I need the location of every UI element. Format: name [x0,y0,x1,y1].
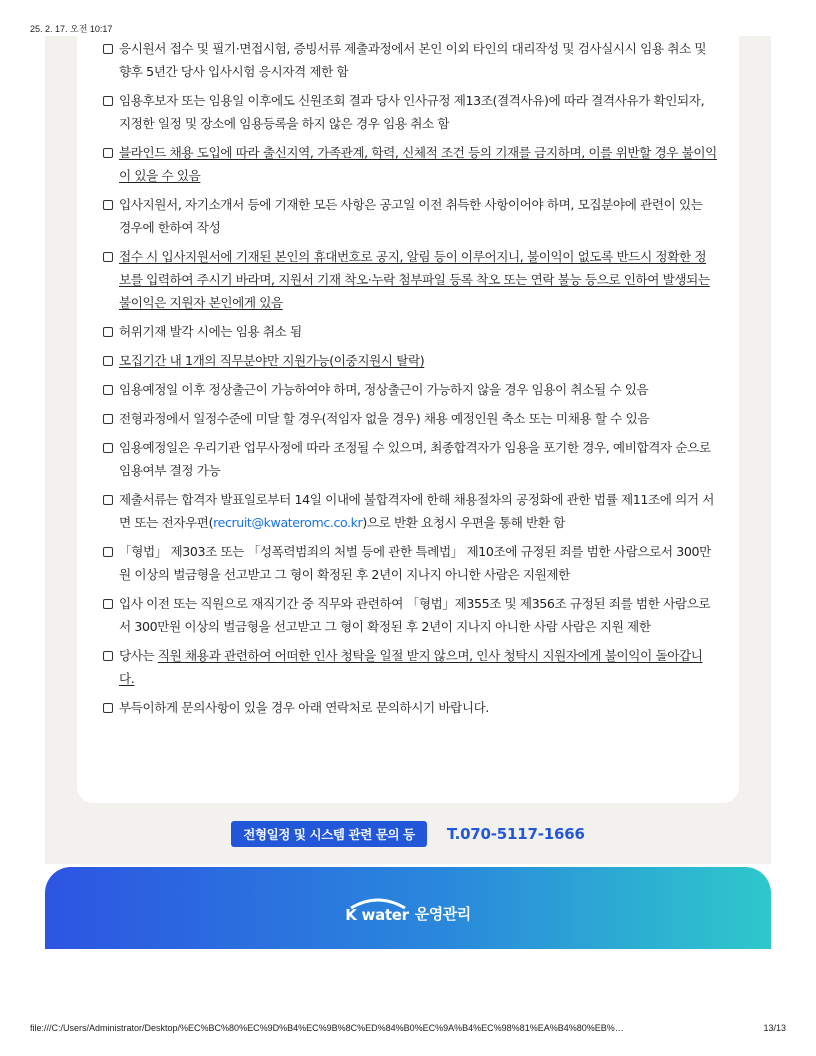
notice-item [103,90,717,136]
print-footer [30,1023,786,1033]
footer-banner [45,867,771,949]
checkbox-square-icon [103,356,113,366]
notice-text: 임용후보자 또는 임용일 이후에도 신원조회 결과 당사 인사규정 제13조(결격사유)에 따라 결격사유가 확인되자, 지정한 일정 및 장소에 임용등록을 하지 않은 경우 임용 취소 함 [119,92,705,131]
notice-item [103,350,717,373]
checkbox-square-icon [103,252,113,262]
notice-item [103,142,717,188]
notice-text: 응시원서 접수 및 필기·면접시험, 증빙서류 제출과정에서 본인 이외 타인의 대리작성 및 검사실시시 임용 취소 및 향후 5년간 당사 입사시험 응시자격 제한 함 [119,41,707,79]
notice-item [103,697,717,720]
checkbox-square-icon [103,385,113,395]
contact-label: 전형일정 및 시스템 관련 문의 등 [231,821,427,847]
checkbox-square-icon [103,148,113,158]
notice-text: 직원 채용과 관련하여 어떠한 인사 청탁을 일절 받지 않으며, 인사 청탁시 지원자에게 불이익이 돌아갑니다. [119,648,703,687]
checkbox-square-icon [103,44,113,54]
email-link[interactable]: recruit@kwateromc.co.kr [213,515,363,531]
notice-text: 임용예정일은 우리기관 업무사정에 따라 조정될 수 있으며, 최종합격자가 임용을 포기한 경우, 예비합격자 순으로 임용여부 결정 가능 [119,440,711,479]
logo-mark [345,906,408,924]
notice-list [103,38,717,720]
checkbox-square-icon [103,96,113,106]
checkbox-square-icon [103,599,113,609]
checkbox-square-icon [103,327,113,337]
notice-text: 임용예정일 이후 정상출근이 가능하여야 하며, 정상출근이 가능하지 않을 경우 임용이 취소될 수 있음 [119,382,649,398]
logo-mark-text: K water [345,905,409,924]
notice-text: 접수 시 입사지원서에 기재된 본인의 휴대번호로 공지, 알림 등이 이루어지니, 불이익이 없도록 반드시 정확한 정보를 입력하여 주시기 바라며, 지원서 기재 착오·누락 첨부파일 등록 착오 또는 연락 불능 등으로 인하여 발생되는 불이익은 지원자 본인에게 있음 [119,248,710,310]
print-footer-page: 13/13 [763,1023,786,1033]
logo-arc-icon [349,896,407,910]
notice-item [103,321,717,344]
notice-text-prefix: 당사는 [119,648,158,664]
notice-text: 전형과정에서 일정수준에 미달 할 경우(적임자 없을 경우) 채용 예정인원 축소 또는 미채용 할 수 있음 [119,411,650,427]
checkbox-square-icon [103,703,113,713]
notice-item [103,593,717,639]
checkbox-square-icon [103,414,113,424]
notice-text: 입사지원서, 자기소개서 등에 기재한 모든 사항은 공고일 이전 취득한 사항이어야 하며, 모집분야에 관련이 있는 경우에 한하여 작성 [119,196,703,235]
notice-card [77,36,739,803]
notice-item [103,379,717,402]
print-footer-url: file:///C:/Users/Administrator/Desktop/%EC%BC%80%EC%9D%B4%EC%9B%8C%ED%84%B0%EC%9A%B4%EC%98%81%EA%B4%80%EB%… [30,1023,624,1033]
notice-item [103,194,717,240]
notice-item [103,437,717,483]
checkbox-square-icon [103,200,113,210]
notice-text: 허위기재 발각 시에는 임용 취소 됨 [119,323,302,339]
notice-text-suffix: )으로 반환 요청시 우편을 통해 반환 함 [362,515,565,531]
kwater-logo [345,903,470,924]
notice-text: 제출서류는 합격자 발표일로부터 14일 이내에 불합격자에 한해 채용절차의 공정화에 관한 법률 제11조에 의거 서면 또는 전자우편( [119,492,714,531]
notice-text: 부득이하게 문의사항이 있을 경우 아래 연락처로 문의하시기 바랍니다. [119,700,490,716]
checkbox-square-icon [103,495,113,505]
notice-item [103,541,717,587]
notice-item [103,489,717,535]
notice-text: 블라인드 채용 도입에 따라 출신지역, 가족관계, 학력, 신체적 조건 등의 기재를 금지하며, 이를 위반할 경우 불이익이 있을 수 있음 [119,144,717,183]
notice-item [103,246,717,314]
notice-text: 입사 이전 또는 직원으로 재직기간 중 직무와 관련하여 「형법」제355조 및 제356조 규정된 죄를 범한 사람으로서 300만원 이상의 벌금형을 선고받고 그 형이 확정된 후 2년이 지나지 아니한 사람 사람은 지원 제한 [119,596,711,635]
checkbox-square-icon [103,443,113,453]
notice-text: 「형법」 제303조 또는 「성폭력범죄의 처벌 등에 관한 특례법」 제10조에 규정된 죄를 범한 사람으로서 300만원 이상의 벌금형을 선고받고 그 형이 확정된 후 2년이 지나지 아니한 사람은 지원제한 [119,544,711,583]
contact-phone-number[interactable]: T.070-5117-1666 [446,825,585,843]
notice-item [103,38,717,84]
print-header-timestamp: 25. 2. 17. 오전 10:17 [30,24,113,34]
checkbox-square-icon [103,651,113,661]
contact-bar [45,814,771,854]
notice-item [103,645,717,691]
notice-item [103,408,717,431]
logo-subtitle: 운영관리 [414,904,471,923]
notice-text: 모집기간 내 1개의 직무분야만 지원가능(이중지원시 탈락) [119,352,425,368]
checkbox-square-icon [103,547,113,557]
